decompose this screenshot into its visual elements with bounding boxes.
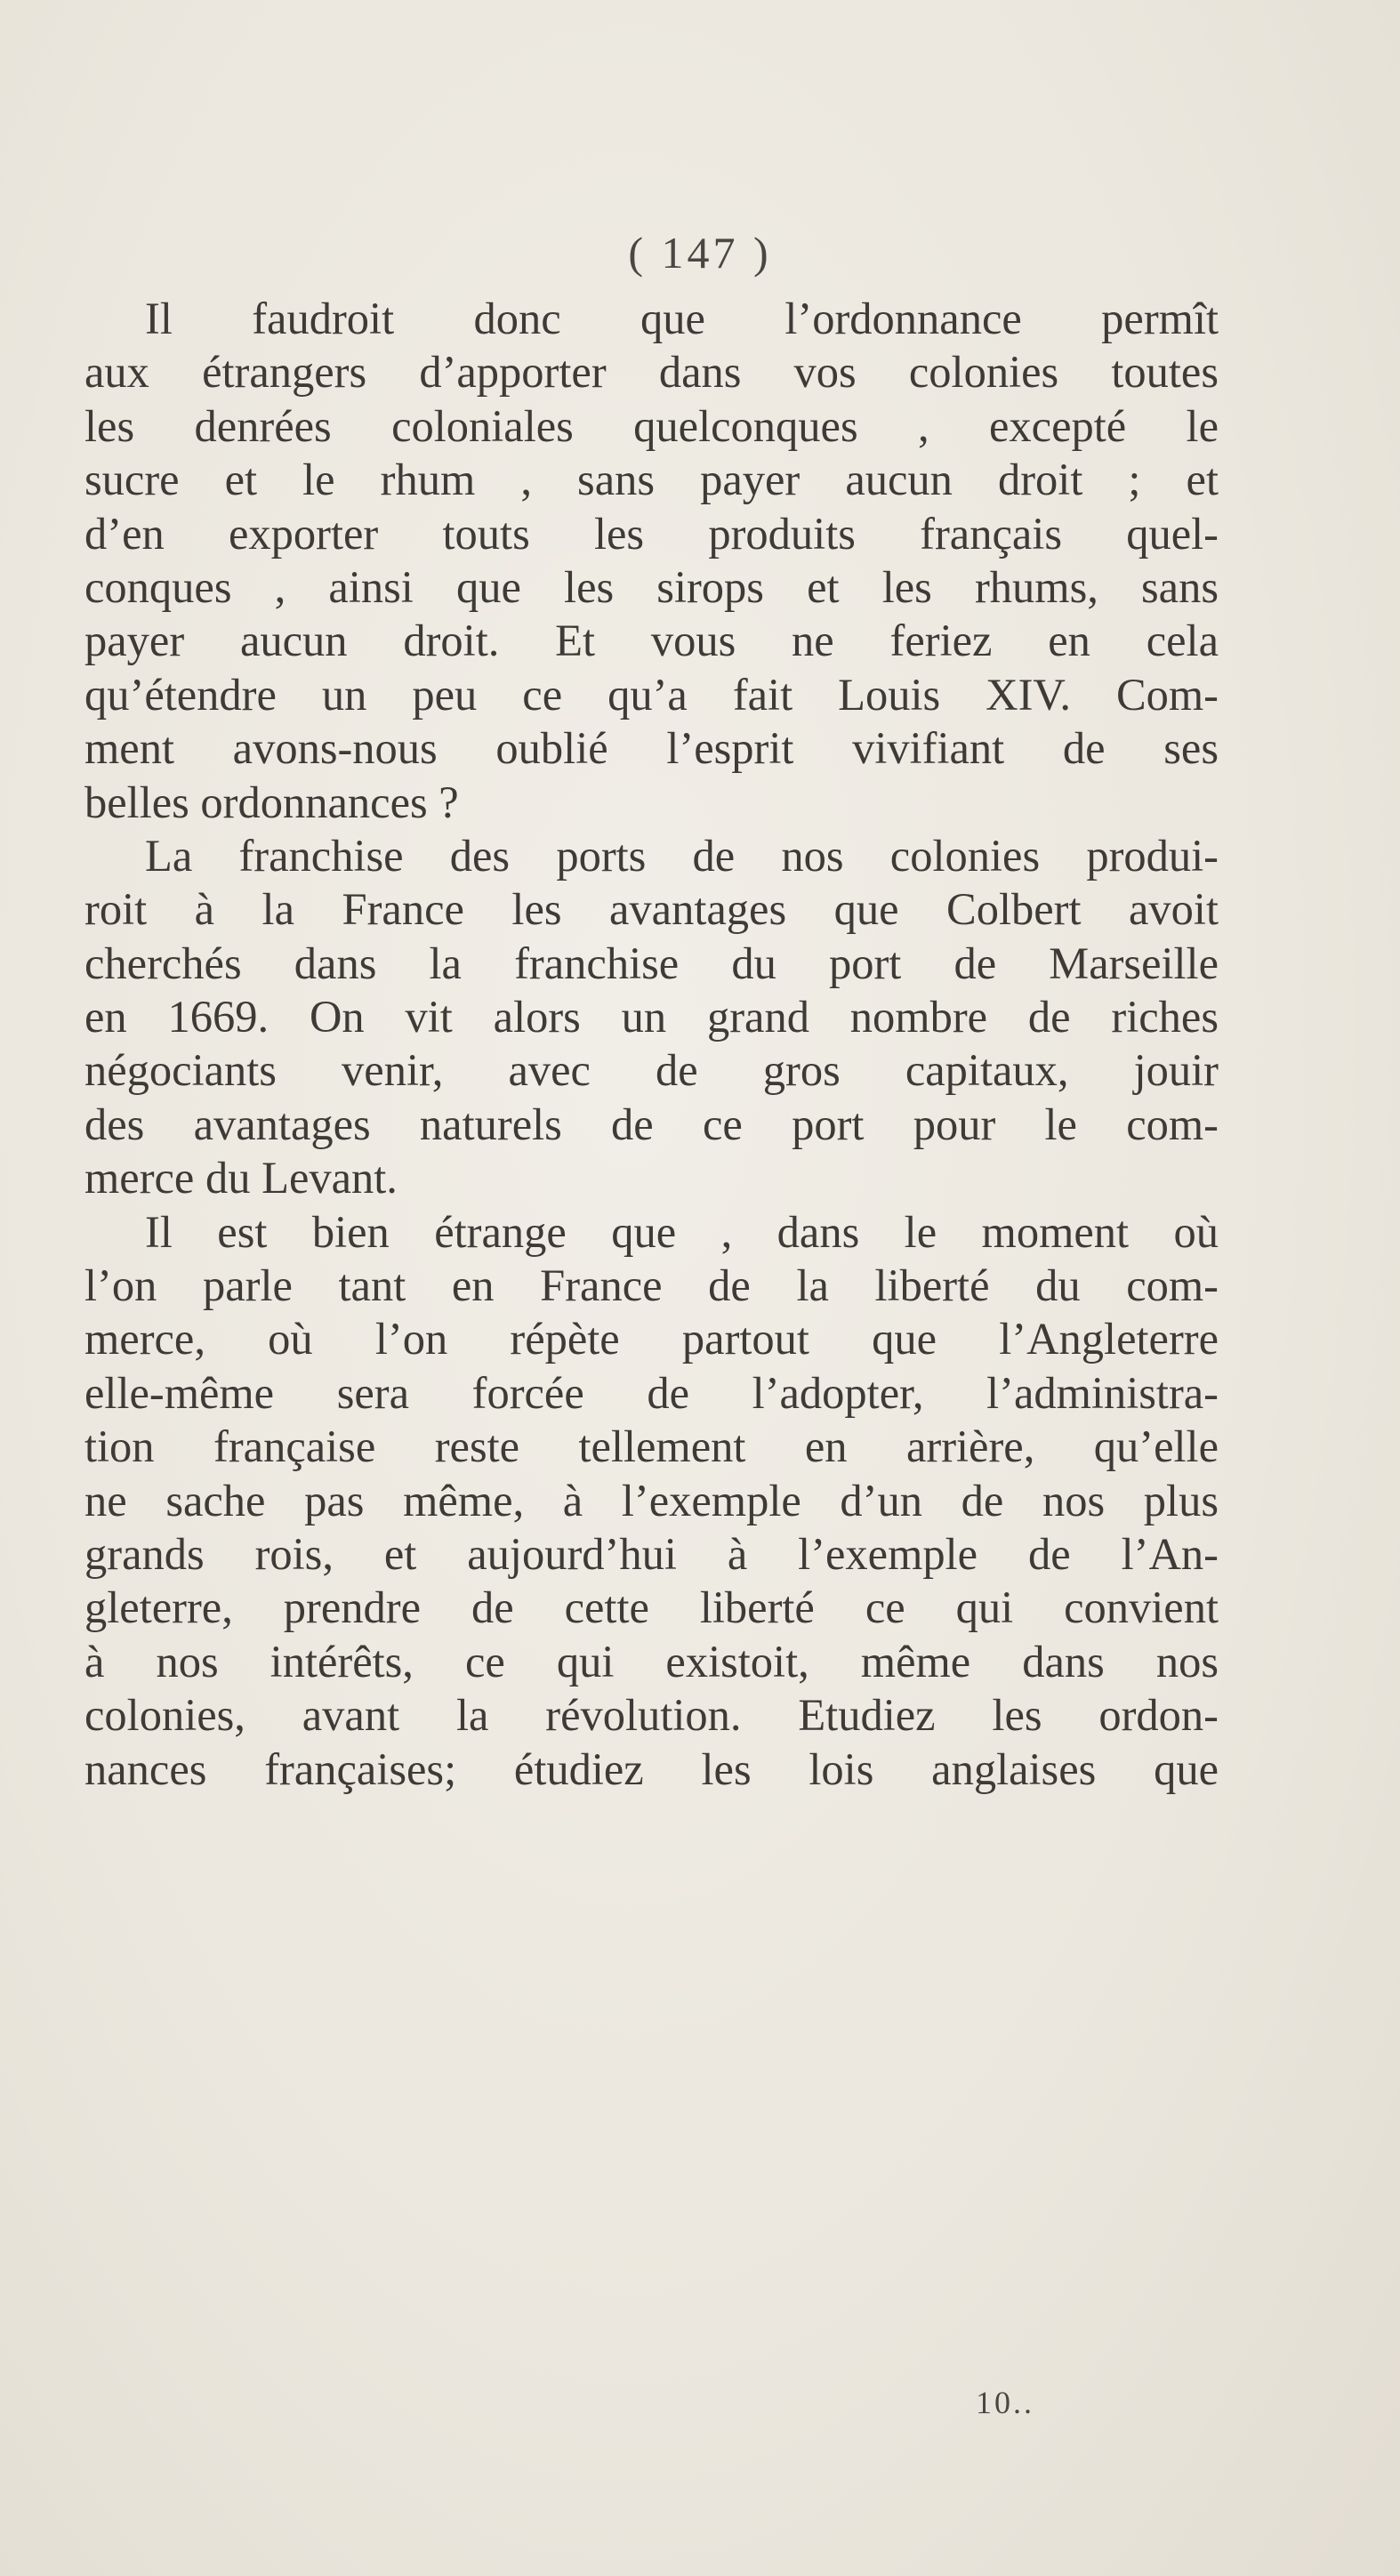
text-line: conques , ainsi que les sirops et les rhums, sans <box>84 561 1219 612</box>
text-line: gleterre, prendre de cette liberté ce qui convient <box>84 1582 1219 1633</box>
text-line: à nos intérêts, ce qui existoit, même dans nos <box>84 1636 1219 1686</box>
text-line: elle-même sera forcée de l’adopter, l’administra- <box>84 1367 1219 1418</box>
text-line: négociants venir, avec de gros capitaux, jouir <box>84 1045 1219 1096</box>
text-line: belles ordonnances ? <box>84 777 459 827</box>
text-line: tion française reste tellement en arrière, qu’elle <box>84 1421 1219 1472</box>
text-line: des avantages naturels de ce port pour le com- <box>84 1099 1219 1149</box>
text-line: les denrées coloniales quelconques , excepté le <box>84 400 1219 451</box>
text-line: qu’étendre un peu ce qu’a fait Louis XIV. Com- <box>84 669 1219 720</box>
text-line: merce du Levant. <box>84 1153 398 1203</box>
text-line: Il faudroit donc que l’ordonnance permît <box>145 294 1219 343</box>
text-line: d’en exporter touts les produits français quel- <box>84 508 1219 559</box>
text-line: payer aucun droit. Et vous ne feriez en cela <box>84 616 1219 666</box>
text-line: roit à la France les avantages que Colbert avoit <box>84 884 1219 935</box>
body-text <box>84 292 1219 1796</box>
text-line: merce, où l’on répète partout que l’Angleterre <box>84 1314 1219 1364</box>
text-line: nances françaises; étudiez les lois anglaises que <box>84 1743 1219 1794</box>
text-line: cherchés dans la franchise du port de Marseille <box>84 938 1219 988</box>
page-number: ( 147 ) <box>628 228 772 278</box>
text-line: ne sache pas même, à l’exemple d’un de nos plus <box>84 1475 1219 1525</box>
text-line: ment avons-nous oublié l’esprit vivifiant de ses <box>84 723 1219 774</box>
text-line: colonies, avant la révolution. Etudiez les ordon- <box>84 1690 1219 1741</box>
text-line: La franchise des ports de nos colonies produi- <box>145 830 1219 881</box>
text-line: grands rois, et aujourd’hui à l’exemple de l’An- <box>84 1528 1219 1579</box>
text-line: aux étrangers d’apporter dans vos colonies toutes <box>84 347 1219 398</box>
signature-mark: 10.. <box>976 2385 1034 2420</box>
text-line: l’on parle tant en France de la liberté du com- <box>84 1260 1219 1311</box>
text-line: en 1669. On vit alors un grand nombre de riches <box>84 992 1219 1042</box>
text-line: sucre et le rhum , sans payer aucun droit ; et <box>84 455 1219 505</box>
text-line: Il est bien étrange que , dans le moment où <box>145 1206 1219 1257</box>
